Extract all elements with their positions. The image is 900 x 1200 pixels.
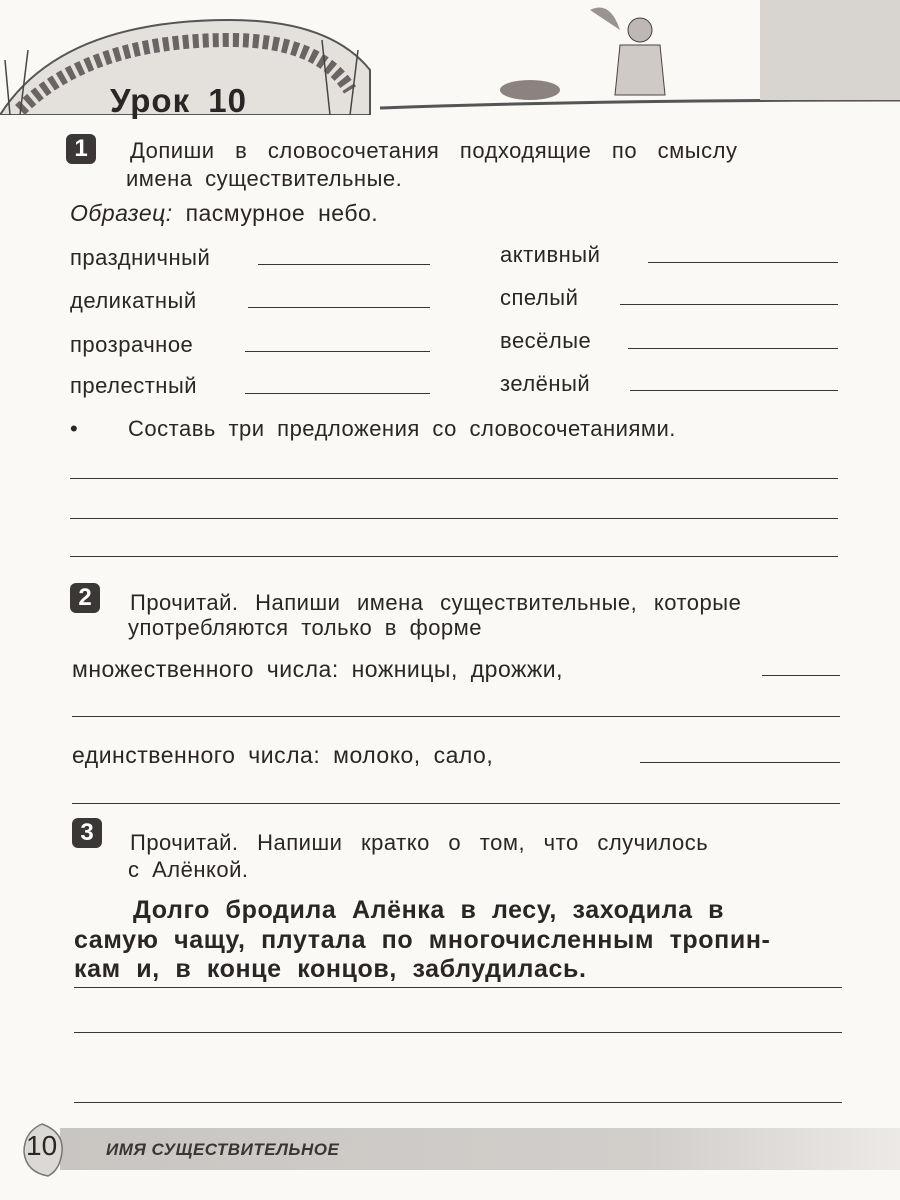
answer-line[interactable] [628,348,838,349]
exercise3-instruction: Прочитай. Напиши кратко о том, что случилось [130,830,709,855]
sample [70,200,378,227]
word-left-1: праздничный [70,245,211,270]
exercise-number-badge: 3 [72,818,102,848]
word-left-3: прозрачное [70,332,194,357]
answer-line[interactable] [648,262,838,263]
story-line-1: Долго бродила Алёнка в лесу, заходила в [133,896,725,924]
word-right-1: активный [500,242,601,267]
sample-text: пасмурное небо. [185,200,379,226]
answer-line[interactable] [245,393,430,394]
answer-line[interactable] [248,307,430,308]
sample-label: Образец: [70,200,173,226]
answer-line[interactable] [620,304,838,305]
word-right-4: зелёный [500,371,591,396]
word-left-2: деликатный [70,288,197,313]
answer-line[interactable] [70,478,838,479]
exercise-number-badge: 2 [70,583,100,613]
answer-line[interactable] [245,351,430,352]
answer-line[interactable] [74,1102,842,1103]
answer-line[interactable] [258,264,430,265]
exercise1-instruction-cont: имена существительные. [126,166,403,191]
story-line-3: кам и, в конце концов, заблудилась. [74,955,587,983]
page-number: 10 [26,1130,58,1161]
bullet: • [70,416,79,441]
exercise1-instruction: Допиши в словосочетания подходящие по смыслу [130,138,738,163]
answer-line[interactable] [70,518,838,519]
lesson-title: Урок 10 [110,82,247,119]
word-right-2: спелый [500,285,579,310]
exercise2-instruction-cont: употребляются только в форме [128,615,483,640]
plural-examples: множественного числа: ножницы, дрожжи, [72,656,564,682]
answer-line[interactable] [72,716,840,717]
answer-line[interactable] [72,803,840,804]
section-title: ИМЯ СУЩЕСТВИТЕЛЬНОЕ [106,1140,340,1159]
dog-figure [500,80,560,100]
singular-examples: единственного числа: молоко, сало, [72,742,494,768]
girl-figure [628,18,652,42]
exercise1-task: Составь три предложения со словосочетаниями. [128,416,676,441]
exercise3-instruction-cont: с Алёнкой. [128,857,249,882]
answer-line[interactable] [762,675,840,676]
answer-line[interactable] [74,987,842,988]
story-line-2: самую чащу, плутала по многочисленным тропин- [74,926,771,954]
answer-line[interactable] [640,762,840,763]
answer-line[interactable] [70,556,838,557]
answer-line[interactable] [630,390,838,391]
word-right-3: весёлые [500,328,592,353]
exercise2-instruction: Прочитай. Напиши имена существительные, которые [130,590,742,615]
answer-line[interactable] [74,1032,842,1033]
word-left-4: прелестный [70,373,198,398]
exercise-number-badge: 1 [66,134,96,164]
